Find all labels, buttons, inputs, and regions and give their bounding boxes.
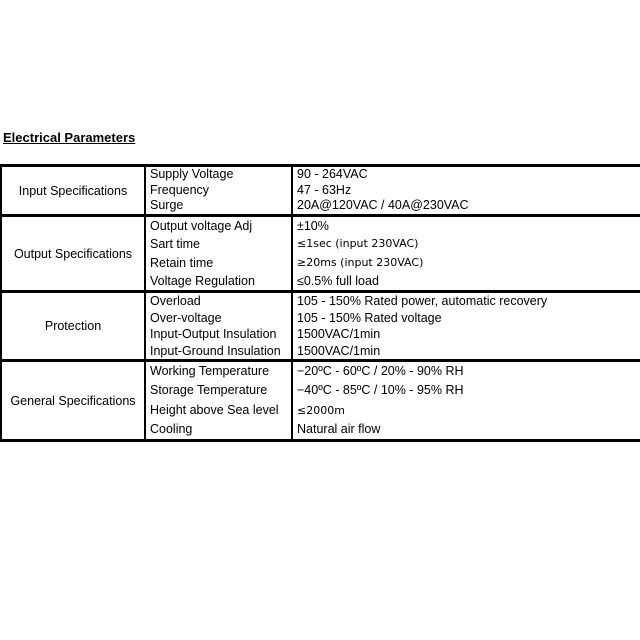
parameter-label: Retain time — [150, 255, 214, 270]
parameter-value: −40ºC - 85ºC / 10% - 95% RH — [297, 383, 464, 398]
parameter-label: Input-Output Insulation — [150, 327, 277, 341]
table-body — [1, 166, 640, 441]
parameter-label: Overload — [150, 294, 201, 308]
parameter-value: 105 - 150% Rated power, automatic recovery — [297, 294, 548, 308]
table-container — [0, 164, 640, 442]
parameter-value: 20A@120VAC / 40A@230VAC — [297, 198, 469, 213]
category-cell: Protection — [1, 292, 145, 361]
spec-section-row — [1, 216, 640, 292]
parameter-value: −20ºC - 60ºC / 20% - 90% RH — [297, 364, 464, 378]
parameter-value: ±10% — [297, 219, 329, 233]
parameter-cell — [145, 216, 292, 292]
page-title: Electrical Parameters — [3, 130, 136, 145]
parameter-value: ≤1sec (input 230VAC) — [297, 237, 419, 251]
value-cell — [292, 166, 640, 216]
parameter-value: ≤0.5% full load — [297, 273, 379, 288]
parameter-label: Storage Temperature — [150, 383, 268, 398]
value-lines — [293, 217, 640, 290]
value-cell — [292, 361, 640, 441]
parameter-lines — [146, 217, 291, 290]
parameter-cell — [145, 166, 292, 216]
parameter-value: ≤2000m — [297, 403, 345, 417]
parameter-value: 90 - 264VAC — [297, 167, 368, 182]
parameter-label: Height above Sea level — [150, 402, 279, 417]
parameter-value: Natural air flow — [297, 421, 381, 436]
parameter-label: Sart time — [150, 237, 201, 252]
value-cell — [292, 216, 640, 292]
parameter-label: Supply Voltage — [150, 167, 234, 182]
parameter-label: Working Temperature — [150, 364, 270, 378]
parameter-label: Over-voltage — [150, 310, 222, 325]
parameter-label: Cooling — [150, 421, 193, 436]
parameter-lines — [146, 293, 291, 359]
parameter-value: 105 - 150% Rated voltage — [297, 310, 442, 325]
parameter-label: Voltage Regulation — [150, 273, 255, 288]
value-lines — [293, 362, 640, 439]
parameter-label: Input-Ground Insulation — [150, 343, 281, 358]
parameter-cell — [145, 361, 292, 441]
parameter-lines — [146, 362, 291, 439]
spec-section-row — [1, 292, 640, 361]
parameter-label: Surge — [150, 198, 184, 213]
electrical-parameters-table — [0, 164, 640, 442]
parameter-value: 1500VAC/1min — [297, 327, 381, 341]
parameter-value: 1500VAC/1min — [297, 343, 381, 358]
spec-section-row — [1, 361, 640, 441]
category-cell: General Specifications — [1, 361, 145, 441]
category-cell: Input Specifications — [1, 166, 145, 216]
parameter-lines — [146, 167, 291, 214]
parameter-value: 47 - 63Hz — [297, 182, 352, 197]
spec-section-row — [1, 166, 640, 216]
value-cell — [292, 292, 640, 361]
parameter-value: ≥20ms (input 230VAC) — [297, 255, 424, 269]
parameter-label: Output voltage Adj — [150, 219, 253, 233]
value-lines — [293, 293, 640, 359]
parameter-label: Frequency — [150, 182, 210, 197]
value-lines — [293, 167, 640, 214]
parameter-cell — [145, 292, 292, 361]
category-cell: Output Specifications — [1, 216, 145, 292]
